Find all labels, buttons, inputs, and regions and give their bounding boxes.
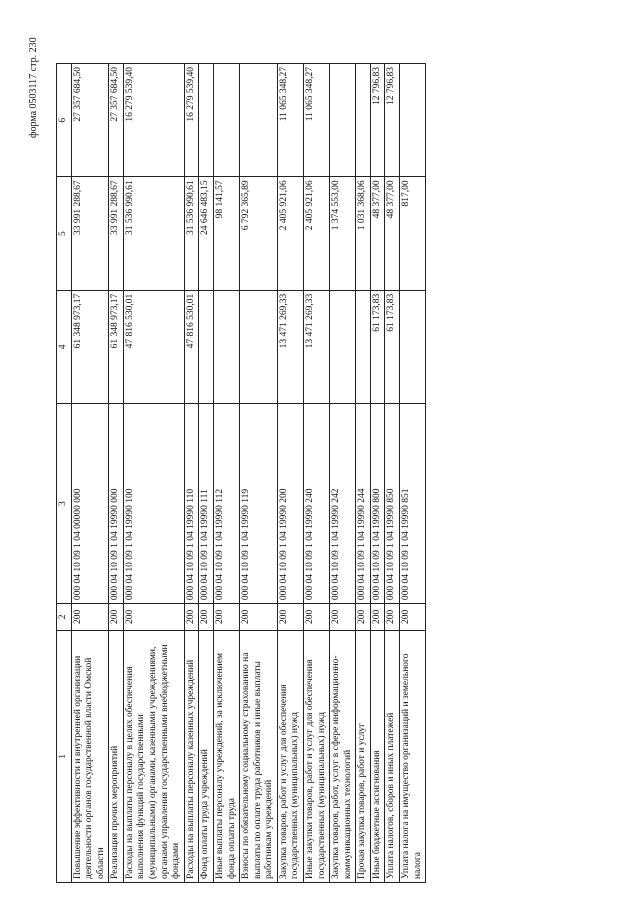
row-line-code-cell: 200 [303, 604, 329, 631]
row-name-cell: Повышение эффективности и внутренней организации деятельности органов государственной власти Омской области [71, 630, 109, 882]
header-row [57, 64, 72, 883]
row-name-cell: Уплата налогов, сборов и иных платежей [385, 630, 400, 882]
row-budget-code-cell: 000 04 10 09 1 04 19990 000 [109, 404, 124, 604]
row-value-col6-cell: 16 279 539,40 [123, 64, 184, 177]
header-col-4: 4 [57, 290, 72, 403]
row-value-col4-cell: 13 471 269,33 [303, 290, 329, 403]
row-value-col6-cell: 12 796,83 [370, 64, 385, 177]
table-row [213, 64, 239, 883]
report-table-container [56, 63, 576, 883]
row-budget-code-cell: 000 04 10 09 1 04 19990 200 [277, 404, 303, 604]
row-value-col6-cell: 11 065 348,27 [303, 64, 329, 177]
row-value-col4-cell [213, 290, 239, 403]
row-name-cell: Прочая закупка товаров, работ и услуг [356, 630, 371, 882]
header-col-2: 2 [57, 604, 72, 631]
row-name-cell: Иные бюджетные ассигнования [370, 630, 385, 882]
report-table [56, 63, 426, 883]
row-value-col5-cell: 33 991 288,67 [71, 177, 109, 290]
table-row [400, 64, 426, 883]
row-name-cell: Взносы по обязательному социальному страхованию на выплаты по оплате труда работников и иные выплаты работникам учреждений [240, 630, 278, 882]
row-line-code-cell: 200 [356, 604, 371, 631]
row-budget-code-cell: 000 04 10 09 1 04 19990 110 [184, 404, 199, 604]
row-value-col6-cell: 11 065 348,27 [277, 64, 303, 177]
row-line-code-cell: 200 [385, 604, 400, 631]
row-value-col5-cell: 48 377,00 [385, 177, 400, 290]
row-value-col5-cell: 24 646 483,15 [199, 177, 214, 290]
row-line-code-cell: 200 [277, 604, 303, 631]
row-value-col5-cell: 1 374 553,00 [330, 177, 356, 290]
row-value-col6-cell: 27 357 684,50 [71, 64, 109, 177]
row-value-col5-cell: 2 405 921,06 [303, 177, 329, 290]
row-budget-code-cell: 000 04 10 09 1 04 19990 242 [330, 404, 356, 604]
row-value-col4-cell: 61 173,83 [385, 290, 400, 403]
table-row [385, 64, 400, 883]
row-value-col5-cell: 2 405 921,06 [277, 177, 303, 290]
row-value-col4-cell [240, 290, 278, 403]
row-name-cell: Реализация прочих мероприятий [109, 630, 124, 882]
table-row [356, 64, 371, 883]
row-budget-code-cell: 000 04 10 09 1 04 19990 111 [199, 404, 214, 604]
table-row [370, 64, 385, 883]
row-name-cell: Иные закупки товаров, работ и услуг для обеспечения государственных (муниципальных) нужд [303, 630, 329, 882]
table-row [123, 64, 184, 883]
row-value-col6-cell [400, 64, 426, 177]
row-value-col4-cell: 61 348 973,17 [109, 290, 124, 403]
row-line-code-cell: 200 [71, 604, 109, 631]
row-value-col6-cell [213, 64, 239, 177]
row-value-col6-cell: 12 796,83 [385, 64, 400, 177]
row-value-col6-cell [330, 64, 356, 177]
table-row [330, 64, 356, 883]
row-value-col5-cell: 31 536 990,61 [123, 177, 184, 290]
row-value-col4-cell [199, 290, 214, 403]
row-value-col5-cell: 1 031 368,06 [356, 177, 371, 290]
row-name-cell: Расходы на выплаты персоналу казенных учреждений [184, 630, 199, 882]
row-value-col6-cell [356, 64, 371, 177]
row-value-col4-cell [356, 290, 371, 403]
header-col-5: 5 [57, 177, 72, 290]
header-col-1: 1 [57, 630, 72, 882]
form-label: форма 0503117 стр. 230 [28, 37, 39, 138]
row-line-code-cell: 200 [400, 604, 426, 631]
row-value-col6-cell [240, 64, 278, 177]
row-budget-code-cell: 000 04 10 09 1 04 19990 100 [123, 404, 184, 604]
row-name-cell: Закупка товаров, работ, услуг в сфере информационно-коммуникационных технологий [330, 630, 356, 882]
row-budget-code-cell: 000 04 10 09 1 04 19990 244 [356, 404, 371, 604]
row-name-cell: Иные выплаты персоналу учреждений, за исключением фонда оплаты труда [213, 630, 239, 882]
table-row [277, 64, 303, 883]
row-value-col6-cell [199, 64, 214, 177]
row-name-cell: Расходы на выплаты персоналу в целях обеспечения выполнения функций государственными (муниципальными) органами, казенными учреждениями, органами управления государственными внебюджетными фондами [123, 630, 184, 882]
row-value-col6-cell: 16 279 539,40 [184, 64, 199, 177]
table-row [71, 64, 109, 883]
row-value-col4-cell: 13 471 269,33 [277, 290, 303, 403]
row-value-col4-cell: 47 816 530,01 [184, 290, 199, 403]
table-row [184, 64, 199, 883]
row-value-col4-cell: 61 173,83 [370, 290, 385, 403]
row-line-code-cell: 200 [123, 604, 184, 631]
row-line-code-cell: 200 [199, 604, 214, 631]
row-value-col6-cell: 27 357 684,50 [109, 64, 124, 177]
row-budget-code-cell: 000 04 10 09 1 04 19990 240 [303, 404, 329, 604]
row-line-code-cell: 200 [370, 604, 385, 631]
table-row [199, 64, 214, 883]
row-value-col4-cell [400, 290, 426, 403]
row-value-col5-cell: 48 377,00 [370, 177, 385, 290]
row-value-col5-cell: 6 792 365,89 [240, 177, 278, 290]
row-name-cell: Фонд оплаты труда учреждений [199, 630, 214, 882]
row-budget-code-cell: 000 04 10 09 1 04 19990 850 [385, 404, 400, 604]
row-value-col5-cell: 98 141,57 [213, 177, 239, 290]
row-value-col4-cell: 61 348 973,17 [71, 290, 109, 403]
row-budget-code-cell: 000 04 10 09 1 04 19990 119 [240, 404, 278, 604]
row-budget-code-cell: 000 04 10 09 1 04 19990 800 [370, 404, 385, 604]
header-col-6: 6 [57, 64, 72, 177]
row-line-code-cell: 200 [184, 604, 199, 631]
table-row [109, 64, 124, 883]
row-name-cell: Закупка товаров, работ и услуг для обеспечения государственных (муниципальных) нужд [277, 630, 303, 882]
row-name-cell: Уплата налога на имущество организаций и земельного налога [400, 630, 426, 882]
row-line-code-cell: 200 [213, 604, 239, 631]
header-col-3: 3 [57, 404, 72, 604]
row-budget-code-cell: 000 04 10 09 1 04 19990 851 [400, 404, 426, 604]
table-row [303, 64, 329, 883]
row-line-code-cell: 200 [330, 604, 356, 631]
row-value-col5-cell: 817,00 [400, 177, 426, 290]
table-row [240, 64, 278, 883]
row-line-code-cell: 200 [109, 604, 124, 631]
row-value-col5-cell: 33 991 288,67 [109, 177, 124, 290]
row-value-col5-cell: 31 536 990,61 [184, 177, 199, 290]
row-budget-code-cell: 000 04 10 09 1 04 00000 000 [71, 404, 109, 604]
row-value-col4-cell [330, 290, 356, 403]
row-budget-code-cell: 000 04 10 09 1 04 19990 112 [213, 404, 239, 604]
row-line-code-cell: 200 [240, 604, 278, 631]
row-value-col4-cell: 47 816 530,01 [123, 290, 184, 403]
